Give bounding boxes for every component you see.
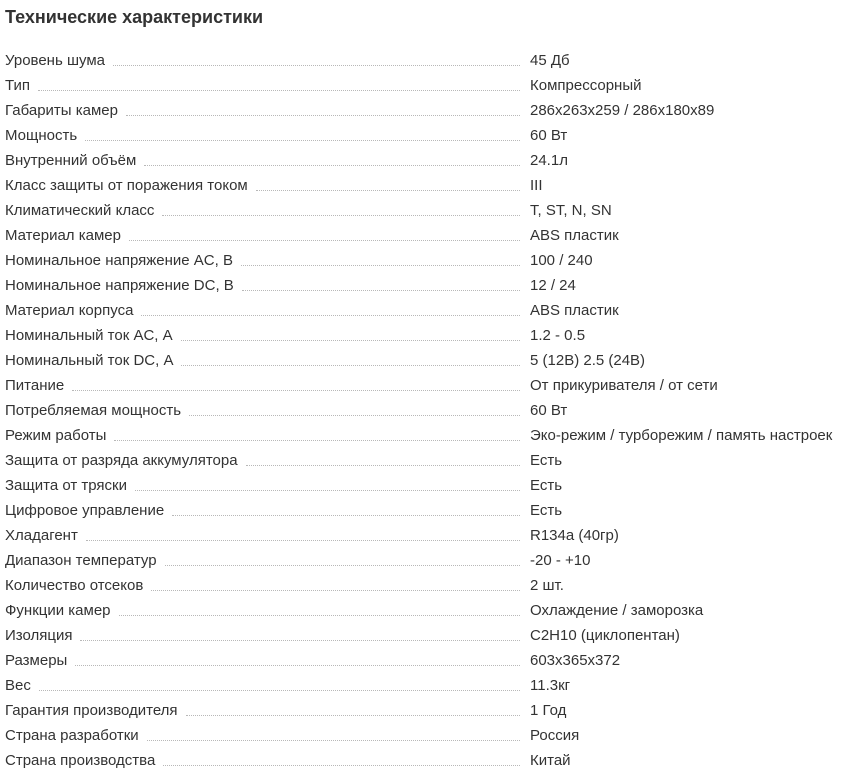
spec-label-wrap <box>5 176 520 196</box>
spec-value: 12 / 24 <box>530 277 576 294</box>
spec-label-wrap <box>5 301 520 321</box>
spec-row <box>5 296 857 321</box>
spec-label: Потребляемая мощность <box>5 402 182 419</box>
spec-label-wrap <box>5 576 520 596</box>
spec-row <box>5 446 857 471</box>
spec-row <box>5 646 857 671</box>
spec-value: Эко-режим / турборежим / память настроек <box>530 427 833 444</box>
spec-row <box>5 246 857 271</box>
spec-label-wrap <box>5 476 520 496</box>
spec-label-wrap <box>5 376 520 396</box>
spec-row <box>5 521 857 546</box>
spec-label: Материал корпуса <box>5 302 134 319</box>
spec-label-wrap <box>5 201 520 221</box>
spec-label-wrap <box>5 226 520 246</box>
spec-label-wrap <box>5 101 520 121</box>
spec-row <box>5 271 857 296</box>
spec-row <box>5 146 857 171</box>
spec-value: T, ST, N, SN <box>530 202 612 219</box>
spec-value: От прикуривателя / от сети <box>530 377 718 394</box>
spec-value: Есть <box>530 477 563 494</box>
dotted-leader <box>181 340 520 341</box>
spec-label-wrap <box>5 251 520 271</box>
spec-row <box>5 121 857 146</box>
dotted-leader <box>113 65 520 66</box>
spec-label-wrap <box>5 601 520 621</box>
spec-row <box>5 321 857 346</box>
spec-label: Режим работы <box>5 427 107 444</box>
spec-label-wrap <box>5 451 520 471</box>
spec-value: Китай <box>530 752 571 769</box>
spec-label-wrap <box>5 626 520 646</box>
dotted-leader <box>119 615 521 616</box>
spec-label: Габариты камер <box>5 102 118 119</box>
spec-label: Гарантия производителя <box>5 702 178 719</box>
dotted-leader <box>126 115 520 116</box>
spec-label: Класс защиты от поражения током <box>5 177 248 194</box>
spec-value: -20 - +10 <box>530 552 591 569</box>
spec-label: Страна разработки <box>5 727 139 744</box>
dotted-leader <box>163 765 520 766</box>
spec-value: Компрессорный <box>530 77 642 94</box>
dotted-leader <box>147 740 520 741</box>
spec-value: R134a (40гр) <box>530 527 619 544</box>
spec-label-wrap <box>5 276 520 296</box>
spec-value: 5 (12В) 2.5 (24В) <box>530 352 646 369</box>
dotted-leader <box>162 215 520 216</box>
dotted-leader <box>246 465 520 466</box>
spec-label-wrap <box>5 126 520 146</box>
spec-row <box>5 496 857 521</box>
dotted-leader <box>242 290 520 291</box>
spec-label-wrap <box>5 501 520 521</box>
spec-value: III <box>530 177 543 194</box>
section-title: Технические характеристики <box>5 7 264 27</box>
spec-row <box>5 696 857 721</box>
spec-label: Хладагент <box>5 527 78 544</box>
spec-label-wrap <box>5 676 520 696</box>
dotted-leader <box>151 590 520 591</box>
spec-row <box>5 571 857 596</box>
spec-row <box>5 196 857 221</box>
spec-row <box>5 171 857 196</box>
spec-row <box>5 721 857 746</box>
spec-label: Вес <box>5 677 31 694</box>
spec-label: Цифровое управление <box>5 502 165 519</box>
dotted-leader <box>86 540 520 541</box>
dotted-leader <box>241 265 520 266</box>
spec-label-wrap <box>5 701 520 721</box>
spec-label: Номинальное напряжение DC, В <box>5 277 234 294</box>
spec-value: 60 Вт <box>530 127 568 144</box>
spec-label: Питание <box>5 377 65 394</box>
spec-label: Номинальное напряжение AC, В <box>5 252 233 269</box>
spec-row <box>5 621 857 646</box>
spec-label: Материал камер <box>5 227 121 244</box>
spec-label: Номинальный ток DC, А <box>5 352 174 369</box>
spec-label: Функции камер <box>5 602 111 619</box>
dotted-leader <box>186 715 520 716</box>
spec-label: Защита от разряда аккумулятора <box>5 452 238 469</box>
spec-label-wrap <box>5 651 520 671</box>
spec-value: 2 шт. <box>530 577 564 594</box>
dotted-leader <box>144 165 520 166</box>
spec-value: 286х263х259 / 286х180х89 <box>530 102 715 119</box>
spec-label-wrap <box>5 51 520 71</box>
spec-row <box>5 221 857 246</box>
spec-label: Количество отсеков <box>5 577 144 594</box>
spec-label-wrap <box>5 76 520 96</box>
dotted-leader <box>75 665 520 666</box>
spec-row <box>5 46 857 71</box>
spec-label-wrap <box>5 751 520 771</box>
spec-value: 60 Вт <box>530 402 568 419</box>
spec-label: Защита от тряски <box>5 477 127 494</box>
dotted-leader <box>135 490 520 491</box>
spec-row <box>5 746 857 771</box>
dotted-leader <box>38 90 520 91</box>
spec-label-wrap <box>5 401 520 421</box>
spec-label-wrap <box>5 551 520 571</box>
spec-row <box>5 346 857 371</box>
dotted-leader <box>129 240 520 241</box>
dotted-leader <box>181 365 520 366</box>
spec-value: C2H10 (циклопентан) <box>530 627 680 644</box>
spec-label: Изоляция <box>5 627 73 644</box>
spec-label: Внутренний объём <box>5 152 137 169</box>
spec-value: ABS пластик <box>530 227 619 244</box>
dotted-leader <box>72 390 520 391</box>
spec-label: Мощность <box>5 127 78 144</box>
dotted-leader <box>85 140 520 141</box>
spec-value: Есть <box>530 502 563 519</box>
spec-row <box>5 371 857 396</box>
spec-label-wrap <box>5 426 520 446</box>
spec-value: 603х365х372 <box>530 652 621 669</box>
dotted-leader <box>189 415 520 416</box>
dotted-leader <box>80 640 520 641</box>
spec-value: 24.1л <box>530 152 568 169</box>
spec-label: Климатический класс <box>5 202 155 219</box>
specs-list <box>5 46 857 771</box>
spec-label-wrap <box>5 151 520 171</box>
spec-row <box>5 71 857 96</box>
spec-value: ABS пластик <box>530 302 619 319</box>
spec-label: Страна производства <box>5 752 156 769</box>
spec-value: Есть <box>530 452 563 469</box>
spec-label-wrap <box>5 351 520 371</box>
spec-label: Размеры <box>5 652 68 669</box>
dotted-leader <box>256 190 520 191</box>
spec-label-wrap <box>5 326 520 346</box>
spec-value: 11.3кг <box>530 677 571 694</box>
dotted-leader <box>165 565 520 566</box>
spec-row <box>5 671 857 696</box>
spec-row <box>5 471 857 496</box>
spec-row <box>5 396 857 421</box>
spec-label-wrap <box>5 726 520 746</box>
dotted-leader <box>141 315 520 316</box>
spec-label-wrap <box>5 526 520 546</box>
spec-value: 1.2 - 0.5 <box>530 327 586 344</box>
dotted-leader <box>172 515 520 516</box>
spec-row <box>5 596 857 621</box>
spec-value: 45 Дб <box>530 52 570 69</box>
spec-value: Охлаждение / заморозка <box>530 602 704 619</box>
spec-row <box>5 96 857 121</box>
spec-row <box>5 421 857 446</box>
spec-label: Диапазон температур <box>5 552 157 569</box>
spec-value: Россия <box>530 727 580 744</box>
dotted-leader <box>114 440 520 441</box>
dotted-leader <box>39 690 520 691</box>
spec-value: 100 / 240 <box>530 252 593 269</box>
spec-label: Тип <box>5 77 31 94</box>
spec-label: Номинальный ток AC, А <box>5 327 173 344</box>
spec-row <box>5 546 857 571</box>
spec-label: Уровень шума <box>5 52 105 69</box>
spec-value: 1 Год <box>530 702 567 719</box>
